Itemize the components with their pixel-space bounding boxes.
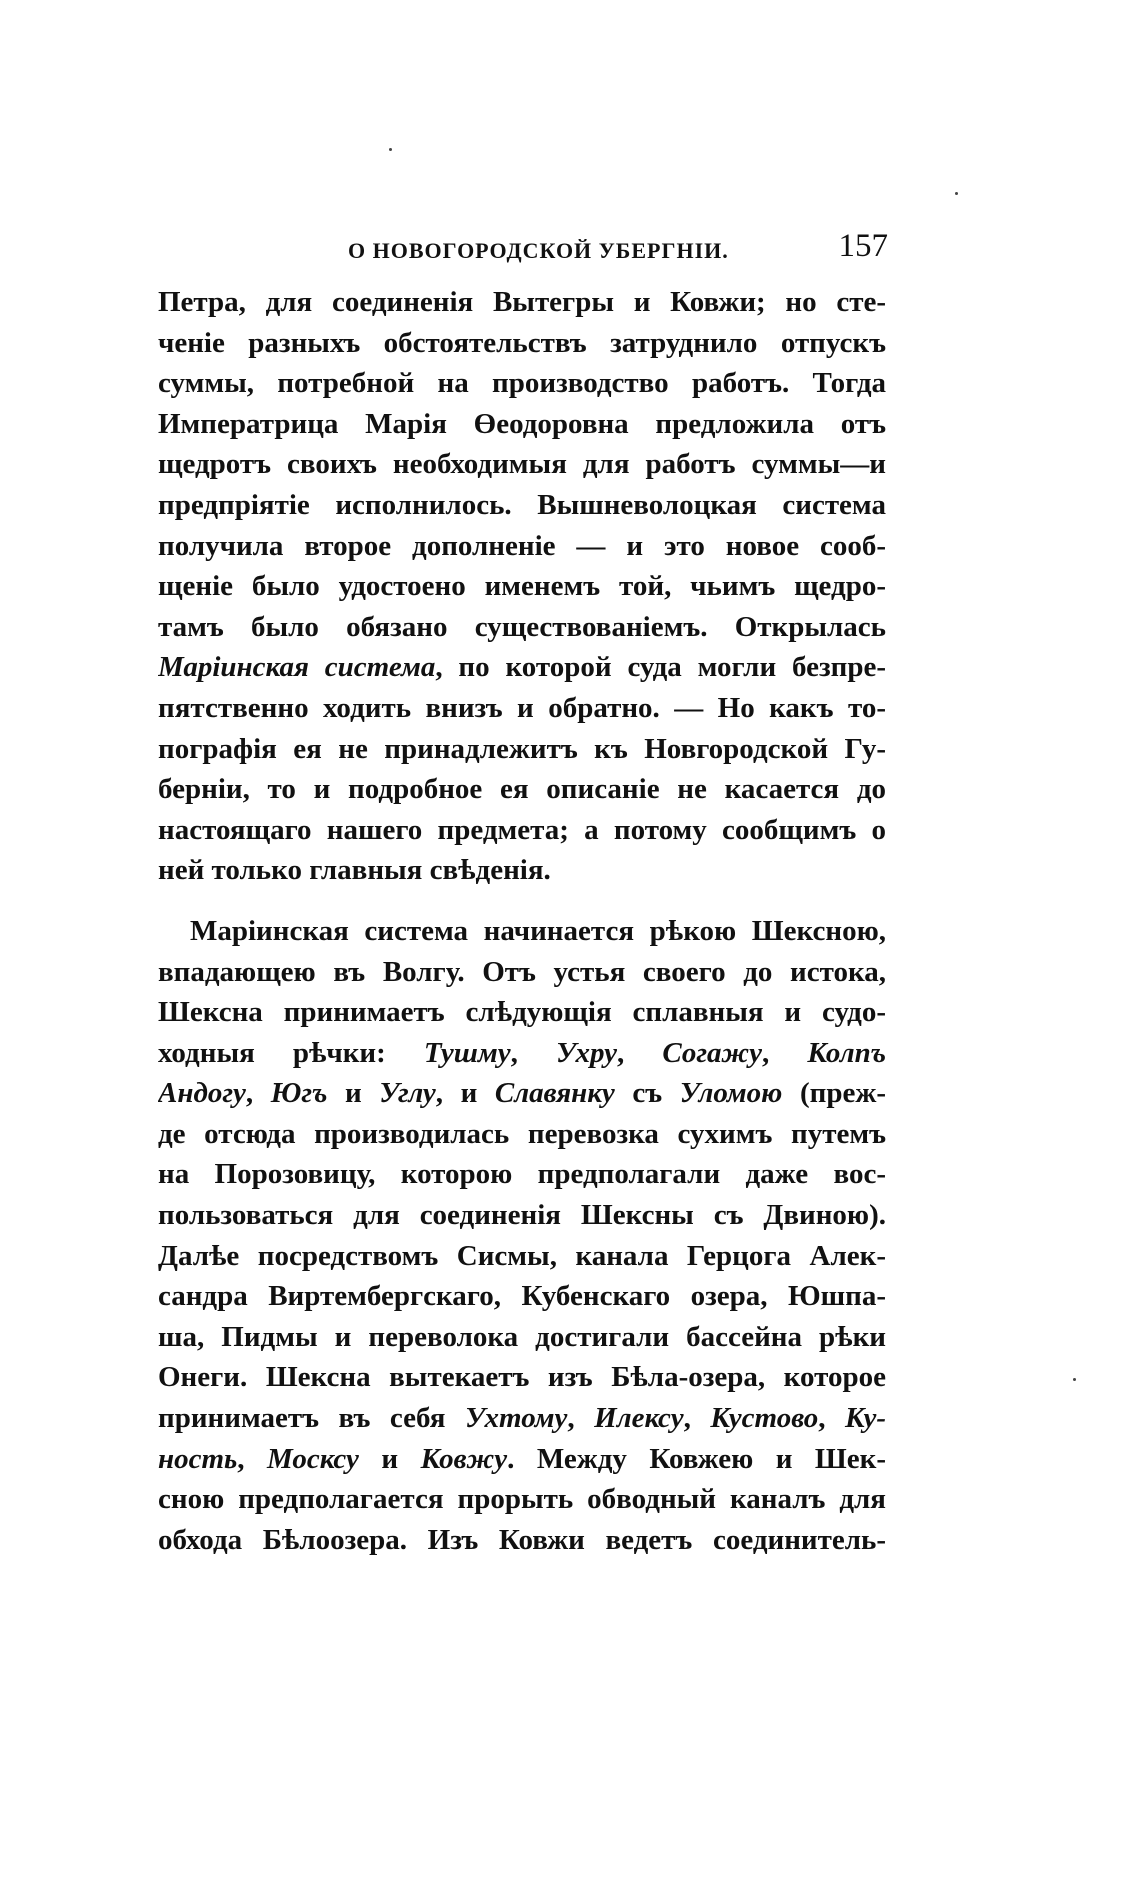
text-line: впадающею въ Волгу. Отъ устья своего до истока, bbox=[158, 955, 886, 988]
text-line: Петра, для соединенія Вытегры и Ковжи; но сте- bbox=[158, 286, 886, 318]
text-line: Маріинская система, по которой суда могли безпре- bbox=[158, 651, 886, 684]
text-line: Шексна принимаетъ слѣдующія сплавныя и судо- bbox=[158, 996, 886, 1029]
text-line: принимаетъ въ себя Ухтому, Илексу, Кустово, Ку- bbox=[158, 1402, 886, 1435]
body-text bbox=[158, 282, 886, 1560]
text-line: ней только главныя свѣденія. bbox=[158, 854, 551, 887]
text-line: ченіе разныхъ обстоятельствъ затруднило отпускъ bbox=[158, 326, 886, 359]
print-speck bbox=[1073, 1378, 1076, 1381]
text-line: де отсюда производилась перевозка сухимъ путемъ bbox=[158, 1117, 886, 1150]
print-speck bbox=[955, 192, 958, 195]
text-line: пользоваться для соединенія Шексны съ Двиною). bbox=[158, 1199, 886, 1232]
text-line: щедротъ своихъ необходимыя для работъ суммы—и bbox=[158, 448, 886, 481]
text-line: ходныя рѣчки: Тушму, Ухру, Согажу, Колпъ bbox=[158, 1036, 886, 1069]
running-title: О НОВОГОРОДСКОЙ УБЕРГНІИ. bbox=[348, 238, 729, 263]
text-line: пографія ея не принадлежитъ къ Новгородской Гу- bbox=[158, 732, 886, 765]
text-line: Далѣе посредствомъ Сисмы, канала Герцога Алек- bbox=[158, 1239, 886, 1272]
text-line: берніи, то и подробное ея описаніе не касается до bbox=[158, 773, 886, 806]
text-line: тамъ было обязано существованіемъ. Открылась bbox=[158, 610, 886, 643]
text-line: обхода Бѣлоозера. Изъ Ковжи ведетъ соединитель- bbox=[158, 1523, 886, 1556]
text-line: Онеги. Шексна вытекаетъ изъ Бѣла-озера, которое bbox=[158, 1361, 886, 1394]
page-number: 157 bbox=[838, 228, 888, 264]
text-line: сною предполагается прорыть обводный каналъ для bbox=[158, 1483, 886, 1516]
text-line: пятственно ходить внизъ и обратно. — Но какъ то- bbox=[158, 691, 886, 724]
text-line: предпріятіе исполнилось. Вышневолоцкая система bbox=[158, 488, 886, 521]
text-line: суммы, потребной на производство работъ. Тогда bbox=[158, 367, 886, 400]
print-speck bbox=[389, 148, 392, 151]
text-line: щеніе было удостоено именемъ той, чьимъ щедро- bbox=[158, 570, 886, 603]
text-line: получила второе дополненіе — и это новое сооб- bbox=[158, 529, 886, 562]
text-line: Андогу, Югъ и Углу, и Славянку съ Уломою (преж- bbox=[158, 1077, 886, 1110]
text-line: ность, Москсу и Ковжу. Между Ковжею и Шек- bbox=[158, 1442, 886, 1475]
text-line: ша, Пидмы и переволока достигали бассейна рѣки bbox=[158, 1320, 886, 1353]
text-line: Маріинская система начинается рѣкою Шексною, bbox=[190, 914, 886, 947]
text-line: сандра Виртембергскаго, Кубенскаго озера, Юшпа- bbox=[158, 1280, 886, 1313]
text-line: Императрица Марія Өеодоровна предложила отъ bbox=[158, 407, 886, 440]
page-header bbox=[158, 228, 888, 272]
text-line: настоящаго нашего предмета; а потому сообщимъ о bbox=[158, 813, 886, 846]
text-line: на Порозовицу, которою предполагали даже вос- bbox=[158, 1158, 886, 1191]
